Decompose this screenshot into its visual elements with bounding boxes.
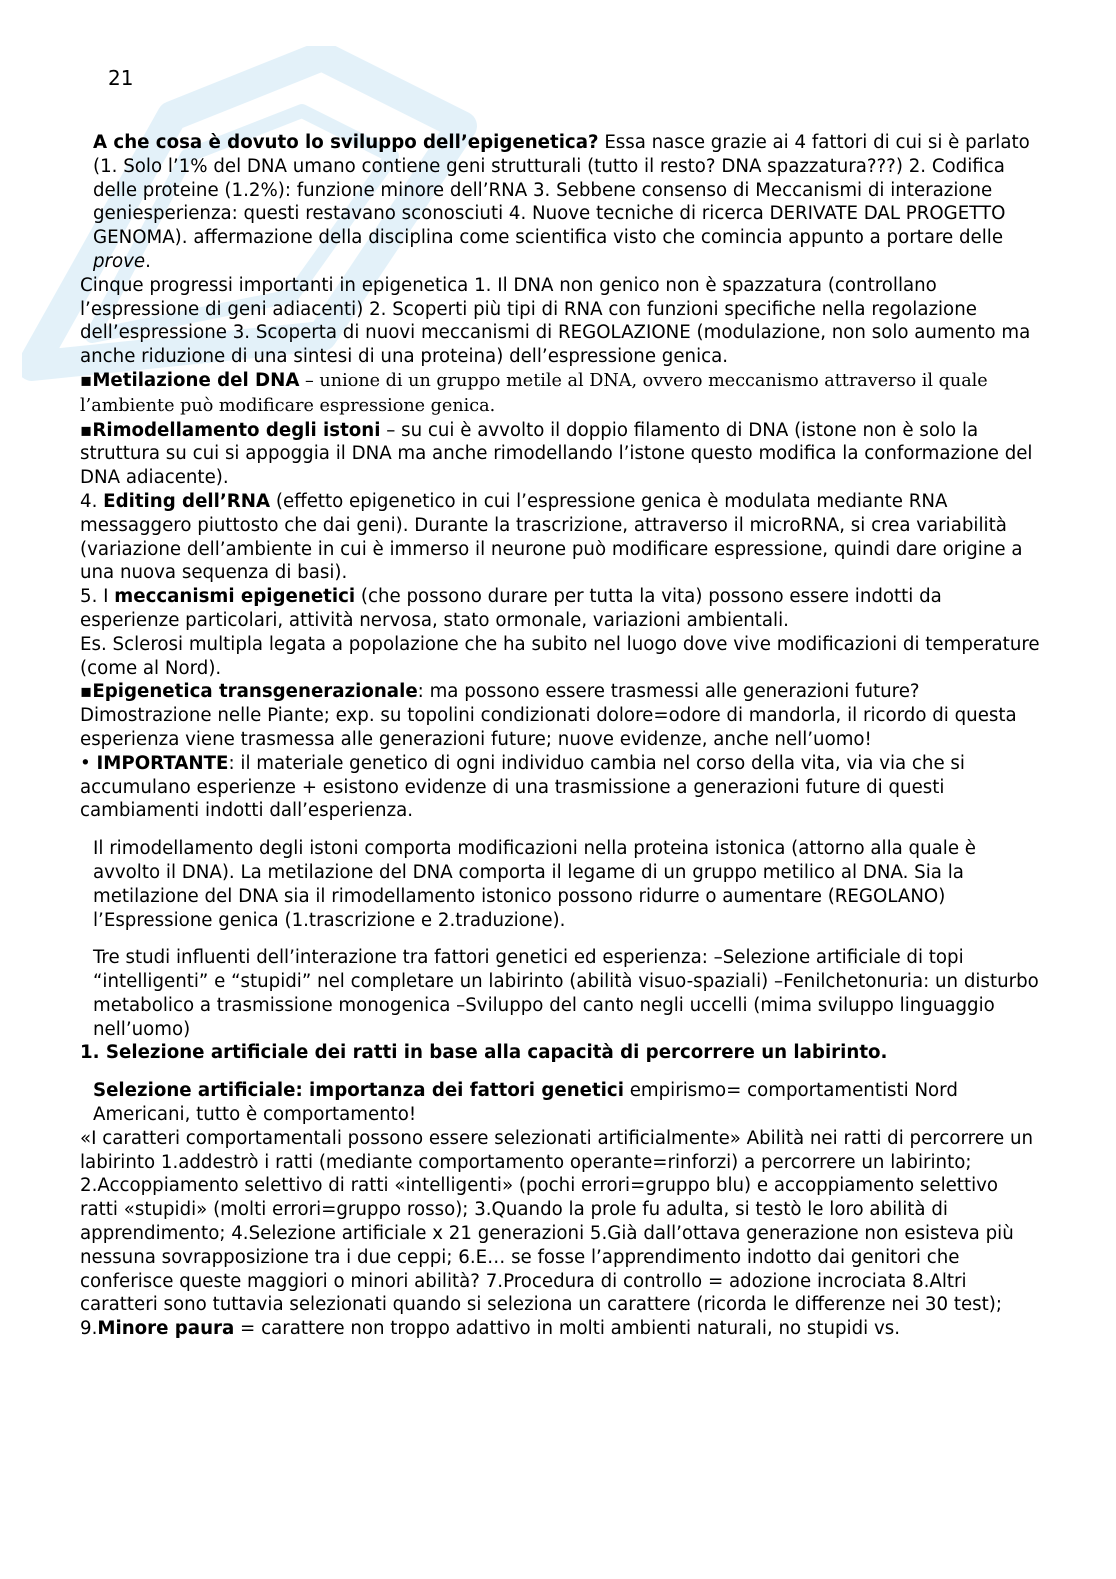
paragraph-text: : ma possono essere trasmessi alle generazioni future? Dimostrazione nelle Piante; exp. su topolini condizionati dolore=odore di mandorla, il ricordo di questa esperienza viene trasmessa alle generazioni future; nuove evidenze, anche nell’uomo!: [80, 681, 1017, 750]
heading-transgenerational: Epigenetica transgenerazionale: [92, 681, 418, 703]
paragraph-text: (che possono durare per tutta la vita) possono essere indotti da esperienze particolari, attività nervosa, stato ormonale, variazioni ambientali.: [80, 586, 942, 631]
paragraph-important: [80, 752, 1040, 823]
heading-important: IMPORTANTE: [96, 752, 229, 774]
heading-histone-remodeling: Rimodellamento degli istoni: [92, 419, 381, 441]
paragraph-text: affermazione della disciplina come scientifica visto che comincia appunto a portare delle: [193, 227, 1004, 249]
paragraph-five-progress: Cinque progressi importanti in epigenetica 1. Il DNA non genico non è spazzatura (controllano l’espressione di geni adiacenti) 2. Scoperti più tipi di RNA con funzioni specifiche nella regolazione dell’espressione 3. Scoperta di nuovi meccanismi di REGOLAZIONE (modulazione, non solo aumento ma anche riduzione di una sintesi di una proteina) dell’espressione genica.: [80, 274, 1031, 368]
italic-word: prove: [93, 250, 146, 272]
paragraph-rna-editing: [80, 490, 1040, 585]
paragraph-text: Essa nasce grazie ai 4 fattori di cui si è parlato (1. Solo l’1% del DNA umano contiene geni strutturali (tutto il resto? DNA spazzatura???) 2. Codifica delle proteine (1.2%): funzione minore dell’RNA 3. Sebbene consenso di Meccanismi di interazione geniesperienza: questi restavano sconosciuti 4. Nuove tecniche di ricerca DERIVATE DAL PROGETTO GENOMA).: [93, 132, 1030, 249]
bullet-icon: ▪: [80, 419, 93, 441]
heading-epigenetics-question: A che cosa è dovuto lo sviluppo dell’epigenetica?: [93, 132, 599, 153]
paragraph-histone-remodeling: [80, 419, 1040, 490]
paragraph-end: = carattere non troppo adattivo in molti ambienti naturali, no stupidi vs.: [234, 1318, 901, 1340]
paragraph-text: «I caratteri comportamentali possono essere selezionati artificialmente» Abilità nei ratti di percorrere un labirinto 1.addestrò i ratti (mediante comportamento operante=rinforzi) a percorrere un labirinto; 2.Accoppiamento selettivo di ratti «intelligenti» (pochi errori=gruppo blu) e accoppiamento selettivo ratti «stupidi» (molti errori=gruppo rosso); 3.Quando la prole fu adulta, si testò le loro abilità di apprendimento; 4.Selezione artificiale x 21 generazioni 5.Già dall’ottava generazione non esisteva più nessuna sovrapposizione tra i due ceppi; 6.E… se fosse l’apprendimento indotto dai genitori che conferisce queste maggiori o minori abilità? 7.Procedura di controllo = adozione incrociata 8.Altri caratteri sono tuttavia selezionati quando si seleziona un carattere (ricorda le differenze nei 30 test); 9.: [80, 1127, 1034, 1340]
paragraph-artificial-selection: [80, 1079, 1040, 1127]
bullet-icon: ▪: [80, 369, 93, 391]
paragraph-dna-methylation: [80, 369, 1040, 419]
list-number: 4.: [80, 490, 104, 512]
section-heading-maze-selection: [80, 1041, 1040, 1065]
paragraph-text: – su cui è avvolto il doppio filamento di DNA (istone non è solo la struttura su cui si appoggia il DNA ma anche rimodellando l’istone questo modifica la conformazione del DNA adiacente).: [80, 419, 1033, 489]
paragraph-text: empirismo= comportamentisti Nord Americani, tutto è comportamento!: [93, 1080, 958, 1126]
list-number: 5. I: [80, 586, 115, 608]
paragraph-epigenetic-mechanisms: [80, 585, 1040, 633]
paragraph-text: – unione di un gruppo metile al DNA, ovvero meccanismo attraverso il quale l’ambiente può modificare espressione genica.: [80, 370, 988, 416]
paragraph-three-studies: Tre studi influenti dell’interazione tra fattori genetici ed esperienza: –Selezione artificiale di topi “intelligenti” e “stupidi” nel completare un labirinto (abilità visuo-spaziali) –Fenilchetonuria: un disturbo metabolico a trasmissione monogenica –Sviluppo del canto negli uccelli (mima sviluppo linguaggio nell’uomo): [93, 947, 1039, 1040]
heading-epigenetic-mechanisms: meccanismi epigenetici: [114, 586, 356, 608]
paragraph-rat-experiment: [80, 1127, 1040, 1341]
paragraph-histone-summary: Il rimodellamento degli istoni comporta modificazioni nella proteina istonica (attorno alla quale è avvolto il DNA). La metilazione del DNA comporta il legame di un gruppo metilico al DNA. Sia la metilazione del DNA sia il rimodellamento istonico possono ridurre o aumentare (REGOLANO) l’Espressione genica (1.trascrizione e 2.traduzione).: [93, 838, 976, 931]
section-heading-text: 1. Selezione artificiale dei ratti in base alla capacità di percorrere un labirinto.: [80, 1042, 888, 1064]
page-number: 21: [108, 66, 134, 90]
bold-term-minore-paura: Minore paura: [97, 1318, 235, 1340]
heading-rna-editing: Editing dell’RNA: [103, 490, 271, 512]
document-body: [80, 131, 1040, 1341]
heading-dna-methylation: Metilazione del DNA: [92, 369, 300, 391]
paragraph-transgenerational: [80, 680, 1040, 751]
paragraph-end: .: [145, 250, 151, 272]
paragraph-example-sclerosis: Es. Sclerosi multipla legata a popolazione che ha subito nel luogo dove vive modificazioni di temperature (come al Nord).: [80, 633, 1040, 679]
paragraph-epigenetics-origin: [80, 131, 1040, 274]
paragraph-text: (effetto epigenetico in cui l’espressione genica è modulata mediante RNA messaggero piuttosto che dai geni). Durante la trascrizione, attraverso il microRNA, si crea variabilità (variazione dell’ambiente in cui è immerso il neurone può modificare espressione, quindi dare origine a una nuova sequenza di basi).: [80, 490, 1023, 584]
heading-artificial-selection: Selezione artificiale: importanza dei fattori genetici: [93, 1080, 624, 1102]
bullet-icon: ▪: [80, 681, 93, 703]
paragraph-text: : il materiale genetico di ogni individuo cambia nel corso della vita, via via che si accumulano esperienze + esistono evidenze di una trasmissione a generazioni future di questi cambiamenti indotti dall’esperienza.: [80, 752, 965, 822]
bullet-icon: •: [80, 752, 97, 774]
